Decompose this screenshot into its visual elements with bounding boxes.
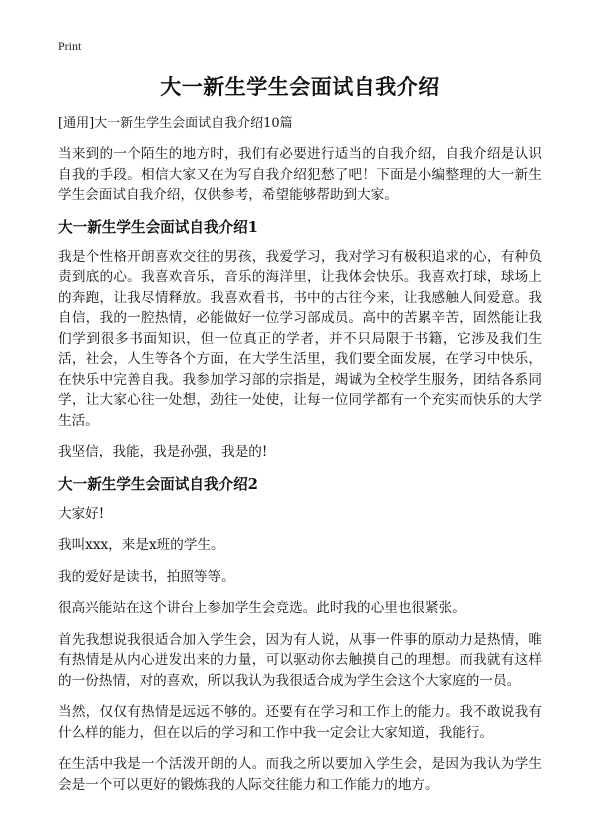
section-2-paragraph-7: 在生活中我是一个活泼开朗的人。而我之所以要加入学生会，是因为我认为学生会是一个可以更好的锻炼我的人际交往能力和工作能力的地方。 <box>58 756 542 793</box>
section-2-paragraph-1: 大家好! <box>58 505 105 522</box>
section-2-paragraph-2: 我叫xxx，来是x班的学生。 <box>58 537 225 553</box>
section-2-paragraph-5: 首先我想说我很适合加入学生会，因为有人说，从事一件事的原动力是热情，唯有热情是从内心迸发出来的力量，可以驱动你去触摸自己的理想。而我就有这样的一份热情，对的喜欢，所以我认为我很适合成为学生会这个大家庭的一员。 <box>58 631 542 689</box>
section-1-paragraph-2: 我坚信，我能，我是孙强，我是的! <box>58 444 268 460</box>
section-2-paragraph-3: 我的爱好是读书，拍照等等。 <box>58 568 235 585</box>
print-link[interactable]: Print <box>58 39 82 53</box>
intro-paragraph: 当来到的一个陌生的地方时，我们有必要进行适当的自我介绍，自我介绍是认识自我的手段。相信大家又在为写自我介绍犯愁了吧！下面是小编整理的大一新生学生会面试自我介绍，仅供参考，希望能够帮助到大家。 <box>58 146 542 203</box>
section-1-paragraph-1: 我是个性格开朗喜欢交往的男孩，我爱学习，我对学习有极积追求的心，有种负责到底的心。我喜欢音乐，音乐的海洋里，让我体会快乐。我喜欢打球，球场上的奔跑，让我尽情释放。我喜欢看书，书中的古往今来，让我感触人间爱意。我自信，我的一腔热情，必能做好一位学习部成员。高中的苦累辛苦，固然能让我们学到很多书面知识，但一位真正的学者，并不只局限于书籍，它涉及我们生活，社会，人生等各个方面，在大学生活里，我们要全面发展，在学习中快乐，在快乐中完善自我。我参加学习部的宗指是，竭诚为全校学生服务，团结各系同学，让大家心往一处想，劲往一处使，让每一位同学都有一个充实而快乐的大学生活。 <box>58 248 542 429</box>
section-heading-1: 大一新生学生会面试自我介绍1 <box>58 218 258 236</box>
page-title: 大一新生学生会面试自我介绍 <box>160 74 440 99</box>
document-subtitle: [通用]大一新生学生会面试自我介绍10篇 <box>58 116 293 131</box>
section-heading-2: 大一新生学生会面试自我介绍2 <box>58 475 258 493</box>
section-2-paragraph-6: 当然，仅仅有热情是远远不够的。还要有在学习和工作上的能力。我不敢说我有什么样的能力，但在以后的学习和工作中我一定会让大家知道，我能行。 <box>58 704 542 741</box>
section-2-paragraph-4: 很高兴能站在这个讲台上参加学生会竞选。此时我的心里也很紧张。 <box>58 600 466 616</box>
